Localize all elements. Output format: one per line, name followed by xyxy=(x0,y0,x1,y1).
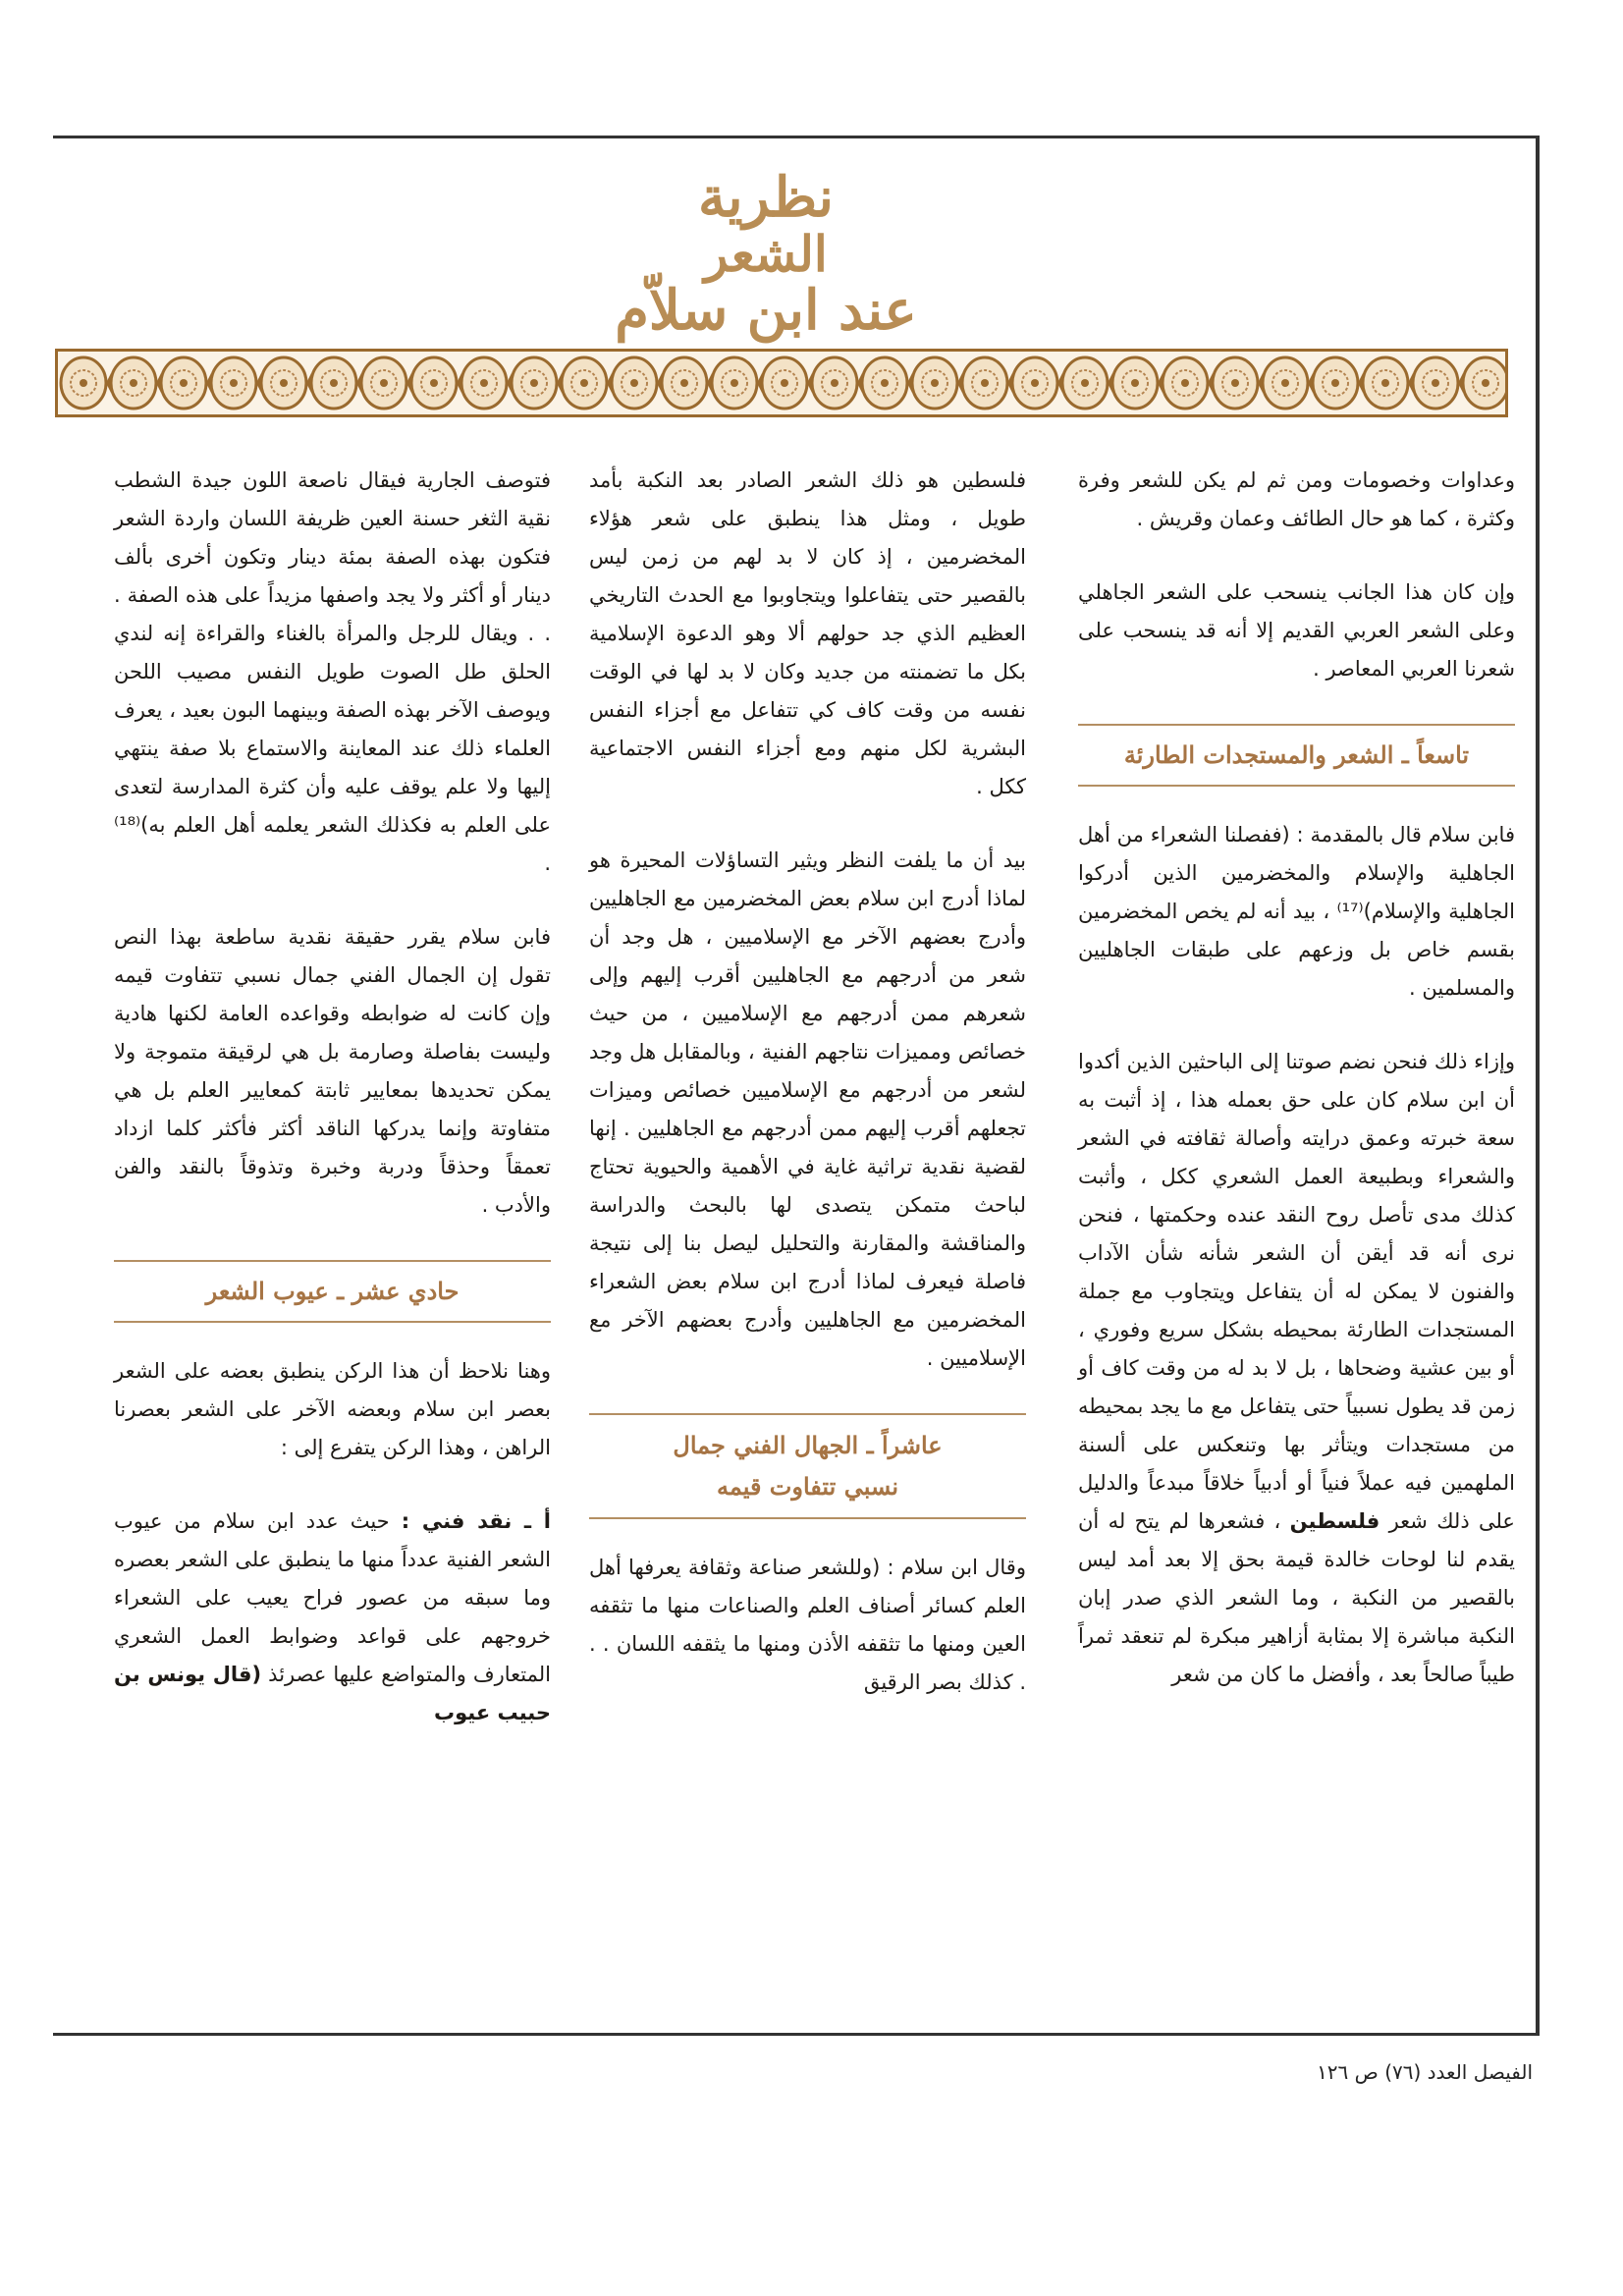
rosette-pattern-icon xyxy=(58,352,1505,414)
heading-line-2: نسبي تتفاوت قيمه xyxy=(716,1472,899,1501)
paragraph: فابن سلام قال بالمقدمة : (ففصلنا الشعراء من أهل الجاهلية والإسلام والمخضرمين الذين أدركوا الجاهلية والإسلام)⁽¹⁷⁾ ، بيد أنه لم يخص المخضرمين بقسم خاص بل وزعهم على طبقات الجاهليين والمسلمين . xyxy=(1078,823,1515,1000)
section-heading-11: حادي عشر ـ عيوب الشعر xyxy=(114,1260,551,1323)
paragraph-text: حيث عدد ابن سلام من عيوب الشعر الفنية عدداً منها ما ينطبق على الشعر بعصره وما سبقه من عصور فراح يعيب على الشعراء خروجهم على قواعد وضوابط العمل الشعري المتعارف والمتواضع عليها عصرئذ xyxy=(114,1509,551,1686)
ornamental-border xyxy=(55,349,1508,417)
title-line-1: نظرية xyxy=(697,165,835,230)
paragraph: وعداوات وخصومات ومن ثم لم يكن للشعر وفرة وكثرة ، كما هو حال الطائف وعمان وقريش . xyxy=(1078,468,1515,530)
paragraph: فابن سلام يقرر حقيقة نقدية ساطعة بهذا النص تقول إن الجمال الفني جمال نسبي تتفاوت قيمه وإن كانت له ضوابطه وقواعده العامة لكنها هادية وليست بفاصلة وصارمة بل هي لرقيقة متموجة ولا يمكن تحديدها بمعايير ثابتة كمعايير العلم بل هي متفاوتة وإنما يدركها الناقد أكثر فأكثر كلما ازداد تعمقاً وحذقاً ودربة وخبرة وتذوقاً بالنقد والفن والأدب . xyxy=(114,925,551,1217)
page-footer: الفيصل العدد (٧٦) ص ١٢٦ xyxy=(1317,2060,1533,2084)
bold-subheading: أ ـ نقد فني : xyxy=(401,1509,551,1533)
article-title xyxy=(511,165,1021,343)
paragraph: بيد أن ما يلفت النظر ويثير التساؤلات المحيرة هو لماذا أدرج ابن سلام بعض المخضرمين مع الجاهليين وأدرج بعضهم الآخر مع الإسلاميين ، هل وجد أن شعر من أدرجهم مع الجاهليين أقرب إليهم وإلى شعرهم ممن أدرجهم مع الإسلاميين ، من حيث خصائص ومميزات نتاجهم الفنية ، وبالمقابل هل وجد لشعر من أدرجهم مع الإسلاميين خصائص وميزات تجعلهم أقرب إليهم ممن أدرجهم مع الجاهليين . إنها لقضية نقدية تراثية غاية في الأهمية والحيوية تحتاج لباحث متمكن يتصدى لها بالبحث والدراسة والمناقشة والمقارنة والتحليل ليصل بنا إلى نتيجة فاصلة فيعرف لماذا أدرج ابن سلام بعض الشعراء المخضرمين مع الجاهليين وأدرج بعضهم الآخر مع الإسلاميين . xyxy=(589,848,1026,1370)
paragraph xyxy=(114,1503,551,1732)
section-heading-9: تاسعاً ـ الشعر والمستجدات الطارئة xyxy=(1078,724,1515,787)
column-left xyxy=(114,462,551,1746)
paragraph: وقال ابن سلام : (وللشعر صناعة وثقافة يعرفها أهل العلم كسائر أصناف العلم والصناعات منها ما تثقفه العين ومنها ما تثقفه الأذن ومنها ما يثقفه اللسان . . . كذلك بصر الرقيق xyxy=(589,1556,1026,1694)
bold-quote: (قال يونس بن حبيب عيوب xyxy=(114,1663,551,1724)
paragraph: وإن كان هذا الجانب ينسحب على الشعر الجاهلي وعلى الشعر العربي القديم إلا أنه قد ينسحب على شعرنا العربي المعاصر . xyxy=(1078,580,1515,681)
paragraph-text: وإزاء ذلك فنحن نضم صوتنا إلى الباحثين الذين أكدوا أن ابن سلام كان على حق بعمله هذا ، إذ أثبت به سعة خبرته وعمق درايته وأصالة ثقافته في الشعر والشعراء وبطبيعة العمل الشعري ككل ، وأثبت كذلك مدى تأصل روح النقد عنده وحكمتها ، فنحن نرى أنه قد أيقن أن الشعر شأنه شأن الآداب والفنون لا يمكن له أن يتفاعل ويتجاوب مع جملة المستجدات الطارئة بمحيطه بشكل سريع وفوري ، أو بين عشية وضحاها ، بل لا بد له من وقت كاف أو زمن قد يطول نسبياً حتى يتفاعل مع ما يجد بمحيطه من مستجدات ويتأثر بها وتنعكس على ألسنة الملهمين فيه عملاً فنياً أو أدبياً خلاقاً مبدعاً والدليل على ذلك شعر xyxy=(1078,1050,1515,1533)
paragraph: فلسطين هو ذلك الشعر الصادر بعد النكبة بأمد طويل ، ومثل هذا ينطبق على شعر هؤلاء المخضرمين ، إذ كان لا بد لهم من زمن ليس بالقصير حتى يتفاعلوا ويتجاوبوا مع الحدث التاريخي العظيم الذي جد حولهم ألا وهو الدعوة الإسلامية بكل ما تضمنته من جديد وكان لا بد لها في الوقت نفسه من وقت كاف كي تتفاعل مع أجزاء النفس البشرية لكل منهم ومع أجزاء النفس الاجتماعية ككل . xyxy=(589,468,1026,798)
paragraph-text: ، فشعرها لم يتح له أن يقدم لنا لوحات خالدة قيمة بحق إلا بعد أمد ليس بالقصير من النكبة ، وما الشعر الذي صدر إبان النكبة مباشرة إلا بمثابة أزاهير مبكرة لم تنعقد ثمراً طيباً صالحاً بعد ، وأفضل ما كان من شعر xyxy=(1078,1509,1515,1686)
heading-line-1: عاشراً ـ الجهال الفني جمال xyxy=(673,1431,943,1459)
paragraph: فتوصف الجارية فيقال ناصعة اللون جيدة الشطب نقية الثغر حسنة العين ظريفة اللسان واردة الشعر فتكون بهذه الصفة بمئة دينار وتكون أخرى بألف دينار أو أكثر ولا يجد واصفها مزيداً على هذه الصفة . . . ويقال للرجل والمرأة بالغناء والقراءة إنه لندي الحلق طل الصوت طويل النفس مصيب اللحن ويوصف الآخر بهذه الصفة وبينهما البون بعيد ، يعرف العلماء ذلك عند المعاينة والاستماع بلا صفة ينتهي إليها ولا علم يوقف عليه وأن كثرة المدارسة لتعدى على العلم به فكذلك الشعر يعلمه أهل العلم به)⁽¹⁸⁾ . xyxy=(114,468,551,875)
column-right xyxy=(1078,462,1515,1708)
bold-word: فلسطين xyxy=(1289,1509,1380,1533)
title-line-2: الشعر xyxy=(704,225,828,283)
column-middle xyxy=(589,462,1026,1716)
paragraph: وهنا نلاحظ أن هذا الركن ينطبق بعضه على الشعر بعصر ابن سلام وبعضه الآخر على الشعر بعصرنا الراهن ، وهذا الركن يتفرع إلى : xyxy=(114,1359,551,1459)
title-line-3: عند ابن سلاّم xyxy=(615,278,917,343)
paragraph xyxy=(1078,1043,1515,1694)
section-heading-10 xyxy=(589,1413,1026,1519)
